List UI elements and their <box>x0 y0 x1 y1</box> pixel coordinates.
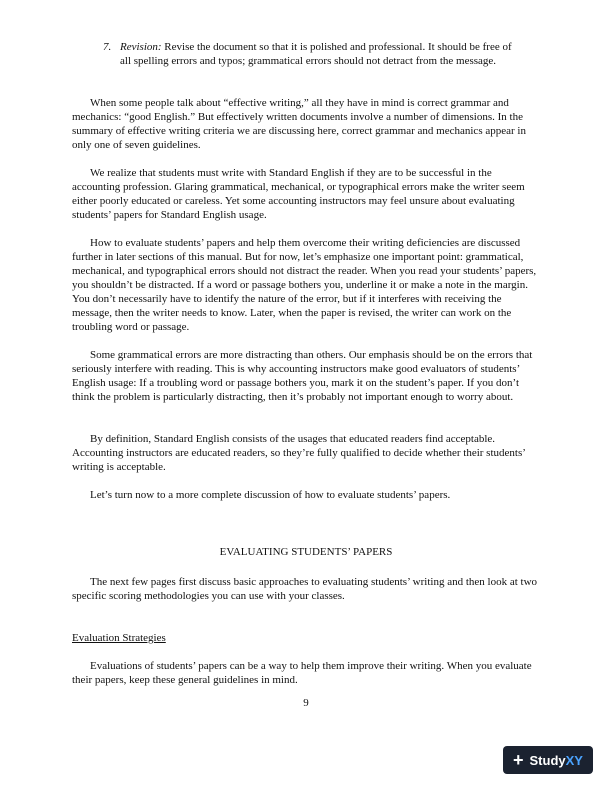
plus-icon: + <box>513 750 524 770</box>
paragraph-1: When some people talk about “effective writing,” all they have in mind is correct grammar and mechanics: “good English.” But effectively written documents involve a number of dimensions. In the summary of effective writing criteria we are discussing here, correct grammar and mechanics appear in only one of seven guidelines. <box>72 97 526 151</box>
paragraph-3: How to evaluate students’ papers and help them overcome their writing deficiencies are discussed further in later sections of this manual. But for now, let’s emphasize one important point: grammatical, mechanical, and typographical errors should not distract the reader. When you read your students’ papers, you shouldn’t be distracted. If a word or passage bothers you, underline it or make a note in the margin. You don’t necessarily have to identify the nature of the error, but if it interferes with receiving the message, then the writer needs to know. Later, when the paper is revised, the writer can work on the troubling word or passage. <box>72 237 537 333</box>
list-text: Revise the document so that it is polished and professional. It should be free of all spelling errors and typos; grammatical errors should not detract from the message. <box>120 41 512 67</box>
subheading: Evaluation Strategies <box>72 632 166 644</box>
watermark-brand: StudyXY <box>529 752 583 768</box>
list-item-revision <box>103 40 523 68</box>
page-number: 9 <box>303 697 309 709</box>
paragraph-5: By definition, Standard English consists of the usages that educated readers find acceptable. Accounting instructors are educated readers, so they’re fully qualified to decide whether their students’ writing is acceptable. <box>72 433 526 473</box>
section-intro: The next few pages first discuss basic approaches to evaluating students’ writing and then look at two specific scoring methodologies you can use with your classes. <box>72 576 538 602</box>
list-term: Revision: <box>120 41 162 53</box>
section-heading: EVALUATING STUDENTS’ PAPERS <box>219 546 393 558</box>
list-number: 7. <box>103 41 112 53</box>
studyxy-watermark <box>503 746 593 774</box>
subheading-paragraph: Evaluations of students’ papers can be a way to help them improve their writing. When you evaluate their papers, keep these general guidelines in mind. <box>72 660 532 686</box>
paragraph-2: We realize that students must write with Standard English if they are to be successful in the accounting profession. Glaring grammatical, mechanical, or typographical errors make the writer seem either poorly educated or careless. Yet some accounting instructors may feel unsure about evaluating students’ papers for Standard English usage. <box>72 167 525 221</box>
paragraph-4: Some grammatical errors are more distracting than others. Our emphasis should be on the errors that seriously interfere with reading. This is why accounting instructors make good evaluators of students’ English usage: If a troubling word or passage bothers you, mark it on the student’s paper. If you don’t think the problem is particularly distracting, then it’s probably not important enough to worry about. <box>72 349 533 403</box>
paragraph-6: Let’s turn now to a more complete discussion of how to evaluate students’ papers. <box>90 489 451 501</box>
